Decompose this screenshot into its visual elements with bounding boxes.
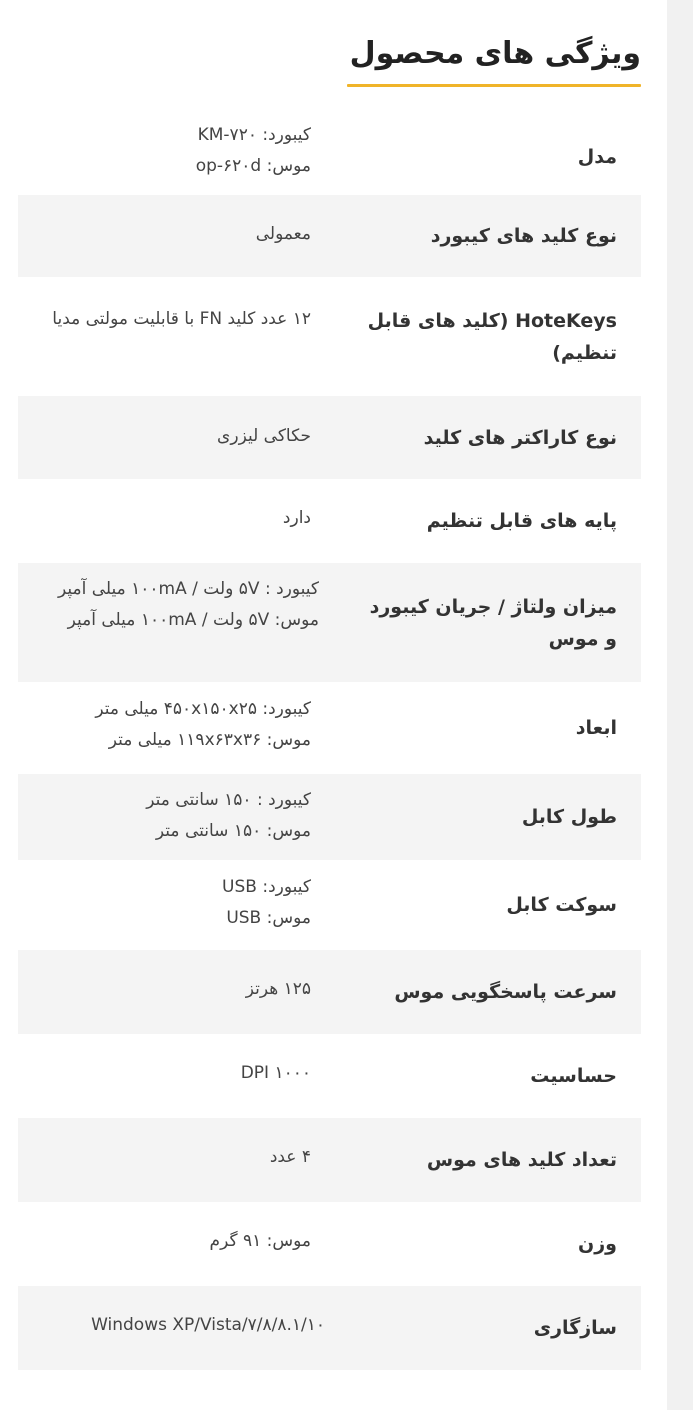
spec-value (18, 1034, 349, 1089)
spec-value (18, 682, 349, 756)
spec-value (18, 118, 349, 182)
section-header (18, 0, 641, 114)
spec-value (18, 860, 349, 934)
spec-row-voltage-current (18, 563, 641, 682)
spec-value-line: کیبورد : ۵V ولت / ۱۰۰mA میلی آمپر (57, 579, 319, 599)
spec-label: تعداد کلید های موس (426, 1149, 617, 1171)
spec-label: طول کابل (521, 806, 617, 828)
spec-value-line: DPI ۱۰۰۰ (240, 1063, 311, 1083)
spec-value (18, 774, 349, 847)
spec-value (18, 563, 349, 636)
spec-value-line: Windows XP/Vista/۷/۸/۸.۱/۱۰ (91, 1315, 325, 1335)
spec-row-compatibility (18, 1286, 641, 1370)
spec-value (18, 1286, 349, 1341)
spec-label: پایه های قابل تنظیم (426, 510, 617, 532)
spec-label: نوع کاراکتر های کلید (423, 426, 617, 449)
spec-value (18, 950, 349, 1005)
spec-value: ۱۲ عدد کلید FN با قابلیت مولتی مدیا (52, 309, 311, 329)
spec-label: ابعاد (575, 717, 617, 739)
spec-value-line: حکاکی لیزری (217, 426, 311, 446)
spec-label: سرعت پاسخگویی موس (394, 981, 617, 1003)
spec-row-key-character-type (18, 396, 641, 479)
spec-value-line: موس: USB (226, 908, 311, 928)
spec-value-line: کیبورد: USB (222, 877, 311, 897)
spec-row-cable-length (18, 774, 641, 860)
spec-value (18, 1118, 349, 1173)
spec-row-cable-socket (18, 860, 641, 950)
spec-value-line: کیبورد: KM-۷۲۰ (197, 125, 311, 145)
spec-row-keyboard-key-type (18, 195, 641, 277)
spec-value-line: موس: op-۶۲۰d (195, 156, 311, 176)
spec-label: وزن (578, 1233, 617, 1255)
spec-value-line: کیبورد: ۴۵۰x۱۵۰x۲۵ میلی متر (95, 699, 311, 719)
spec-value-line: موس: ۹۱ گرم (209, 1231, 311, 1251)
spec-table (18, 114, 641, 1370)
spec-value (18, 195, 349, 250)
spec-label: سازگاری (533, 1317, 617, 1339)
spec-row-hotkeys (18, 277, 641, 396)
spec-label: سوکت کابل (506, 894, 617, 916)
spec-row-dimensions (18, 682, 641, 774)
spec-value-line: ۴ عدد (269, 1147, 311, 1167)
spec-label: حساسیت (530, 1065, 617, 1087)
spec-row-mouse-button-count (18, 1118, 641, 1202)
spec-row-weight (18, 1202, 641, 1286)
spec-value (18, 479, 349, 534)
spec-row-sensitivity (18, 1034, 641, 1118)
spec-label: نوع کلید های کیبورد (430, 225, 617, 247)
spec-row-adjustable-feet (18, 479, 641, 563)
spec-label: میزان ولتاژ / جریان کیبورد و موس (369, 595, 617, 650)
section-title: ویژگی های محصول (349, 36, 641, 71)
spec-value-line: ۱۲۵ هرتز (245, 979, 311, 999)
spec-value-line: دارد (282, 508, 311, 528)
spec-label: HoteKeys (کلید های قابل تنظیم) (367, 309, 617, 364)
product-features-section (18, 0, 641, 1410)
spec-row-mouse-response-rate (18, 950, 641, 1034)
scrollbar-track[interactable] (667, 0, 693, 1410)
spec-value-line: کیبورد : ۱۵۰ سانتی متر (146, 790, 311, 810)
spec-value (18, 396, 349, 452)
spec-value-line: موس: ۱۵۰ سانتی متر (155, 821, 311, 841)
spec-value-line: موس: ۵V ولت / ۱۰۰mA میلی آمپر (67, 610, 319, 630)
spec-row-model (18, 114, 641, 195)
title-underline (347, 84, 641, 87)
spec-label: مدل (577, 145, 617, 168)
spec-value (18, 1202, 349, 1257)
spec-value-line: معمولی (255, 224, 311, 244)
spec-value-line: موس: ۱۱۹x۶۳x۳۶ میلی متر (108, 730, 311, 750)
